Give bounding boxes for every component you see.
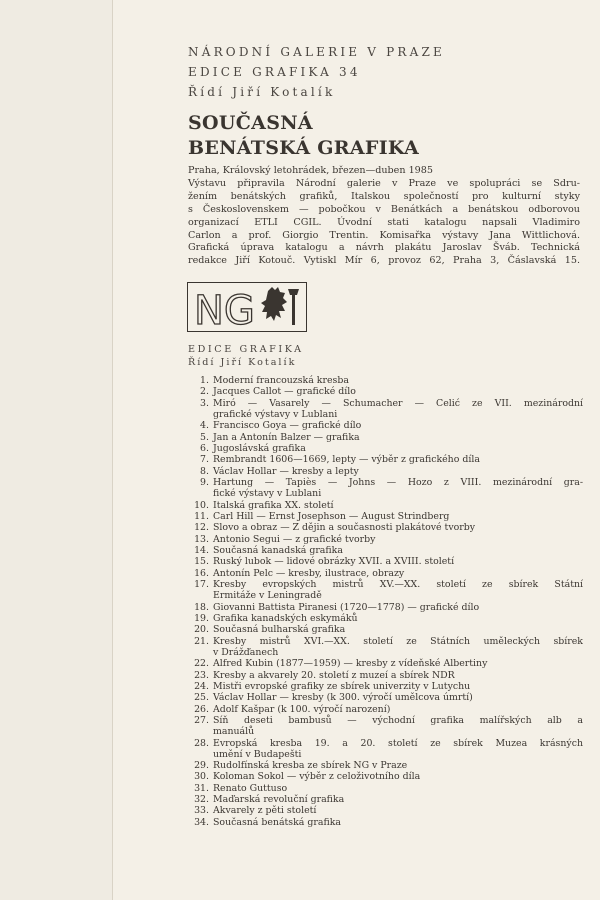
list-item-number: 14. [194, 544, 209, 556]
list-item-text: Jacques Callot — grafické dílo [213, 386, 356, 398]
list-item-text: Rudolfínská kresba ze sbírek NG v Praze [213, 760, 408, 772]
list-item-number: 11. [194, 510, 209, 522]
list-item-text: Miró — Vasarely — Schumacher — Celić ze VII. mezinárodní [213, 397, 583, 409]
list-item [193, 375, 583, 386]
list-item [193, 398, 583, 421]
list-item [193, 817, 583, 828]
colophon-line: organizací ETLI CGIL. Úvodní stati katalogu napsali Vladimiro [188, 216, 580, 228]
list-item-text: Antonín Pelc — kresby, ilustrace, obrazy [213, 567, 405, 579]
list-item [193, 500, 583, 511]
list-item-text: manuálů [213, 726, 255, 738]
list-item-number: 34. [194, 816, 209, 828]
list-item-text: Maďarská revoluční grafika [213, 794, 345, 806]
list-item-text: Moderní francouzská kresba [213, 375, 349, 386]
list-item-number: 2. [200, 386, 209, 398]
colophon-line: redakce Jiří Kotouč. Vytiskl Mír 6, provoz 62, Praha 3, Čáslavská 15. [188, 255, 580, 267]
list-item-text: Kresby evropských mistrů XV.—XX. století ze sbírek Státní [213, 578, 583, 590]
list-item [193, 624, 583, 635]
list-item-text: Akvarely z pěti století [213, 805, 317, 817]
list-item-text: Hartung — Tapiès — Johns — Hozo z VIII. mezinárodní gra- [213, 476, 583, 488]
list-item-text: Kresby a akvarely 20. století z muzeí a sbírek NDR [213, 669, 455, 681]
list-item-text: Giovanni Battista Piranesi (1720—1778) — grafické dílo [213, 601, 480, 613]
list-item-number: 28. [194, 737, 209, 749]
list-item-number: 32. [194, 794, 209, 806]
list-item [193, 715, 583, 738]
list-item-text: Renato Guttuso [213, 782, 288, 794]
list-item-number: 13. [194, 533, 209, 545]
list-item [193, 658, 583, 669]
list-item [193, 636, 583, 659]
list-item-text: fické výstavy v Lublani [213, 488, 322, 500]
list-item-text: Václav Hollar — kresby (k 300. výročí umělcova úmrtí) [213, 692, 473, 704]
list-item-number: 20. [194, 624, 209, 636]
colophon-line: Praha, Královský letohrádek, březen—duben 1985 [188, 165, 433, 176]
list-item [193, 794, 583, 805]
list-item [193, 386, 583, 397]
list-item-number: 26. [194, 703, 209, 715]
title-line-2: BENÁTSKÁ GRAFIKA [188, 137, 419, 159]
series-title: EDICE GRAFIKA [188, 344, 304, 355]
colophon [188, 165, 580, 268]
list-item-number: 25. [194, 692, 209, 704]
list-item-number: 16. [194, 567, 209, 579]
list-item-number: 23. [194, 669, 209, 681]
list-item-number: 31. [194, 782, 209, 794]
series-list-editor: Řídí Jiří Kotalík [188, 357, 297, 368]
colophon-line: Carlon a prof. Giorgio Trentin. Komisařka výstavy Jana Wittlichová. [188, 229, 580, 241]
publisher: NÁRODNÍ GALERIE V PRAZE [188, 45, 445, 59]
list-item-text: Ermitáže v Leningradě [213, 590, 322, 602]
list-item-text: Francisco Goya — grafické dílo [213, 420, 362, 432]
list-item-text: Kresby mistrů XVI.—XX. století ze Státních uměleckých sbírek [213, 635, 583, 647]
list-item-number: 5. [200, 431, 209, 443]
list-item-text: umění v Budapešti [213, 748, 302, 760]
ng-logo [187, 282, 307, 332]
list-item [193, 602, 583, 613]
list-item-number: 1. [200, 375, 209, 386]
list-item [193, 704, 583, 715]
list-item-number: 12. [194, 522, 209, 534]
page-title [188, 111, 419, 161]
list-item [193, 760, 583, 771]
list-item-text: Slovo a obraz — Z dějin a současnosti plakátové tvorby [213, 522, 476, 534]
list-item-number: 27. [194, 714, 209, 726]
list-item [193, 534, 583, 545]
series-list [193, 375, 583, 828]
colophon-line: s Československem — pobočkou v Benátkách a benátskou odborovou [188, 203, 580, 215]
series-editor: Řídí Jiří Kotalík [188, 85, 336, 99]
list-item-number: 29. [194, 760, 209, 772]
list-item-text: Antonio Segui — z grafické tvorby [213, 533, 376, 545]
list-item [193, 477, 583, 500]
list-item-number: 30. [194, 771, 209, 783]
list-item-number: 17. [194, 578, 209, 590]
list-item-number: 22. [194, 658, 209, 670]
list-item-text: Václav Hollar — kresby a lepty [213, 465, 359, 477]
list-item-text: Současná kanadská grafika [213, 544, 343, 556]
list-item-number: 8. [200, 465, 209, 477]
list-item [193, 805, 583, 816]
list-item-number: 15. [194, 556, 209, 568]
list-item-text: Alfred Kubin (1877—1959) — kresby z vídeňské Albertiny [213, 658, 488, 670]
list-item-text: Adolf Kašpar (k 100. výročí narození) [213, 703, 391, 715]
list-item [193, 783, 583, 794]
list-item-text: v Drážďanech [213, 646, 279, 658]
list-item [193, 443, 583, 454]
list-item-number: 19. [194, 612, 209, 624]
list-item-number: 9. [200, 476, 209, 488]
list-item-text: Carl Hill — Ernst Josephson — August Strindberg [213, 510, 450, 522]
list-item [193, 432, 583, 443]
list-item [193, 522, 583, 533]
list-item-text: Evropská kresba 19. a 20. století ze sbírek Muzea krásných [213, 737, 583, 749]
list-item-number: 18. [194, 601, 209, 613]
list-item-number: 7. [200, 454, 209, 466]
list-item [193, 511, 583, 522]
colophon-line: Výstavu připravila Národní galerie v Praze ve spolupráci se Sdru- [188, 177, 580, 189]
list-item [193, 545, 583, 556]
page-fold [0, 0, 113, 900]
list-item-number: 21. [194, 635, 209, 647]
list-item [193, 771, 583, 782]
list-item [193, 681, 583, 692]
list-item [193, 556, 583, 567]
list-item-text: Síň deseti bambusů — východní grafika malířských alb a [213, 714, 583, 726]
list-item-text: Koloman Sokol — výběr z celoživotního díla [213, 771, 421, 783]
list-item [193, 466, 583, 477]
list-item-text: Italská grafika XX. století [213, 499, 334, 511]
list-item-text: Mistři evropské grafiky ze sbírek univerzity v Lutychu [213, 680, 471, 692]
list-item-text: Rembrandt 1606—1669, lepty — výběr z grafického díla [213, 454, 480, 466]
list-item [193, 613, 583, 624]
list-item-number: 10. [194, 499, 209, 511]
colophon-line: Grafická úprava katalogu a návrh plakátu Jaroslav Šváb. Technická [188, 242, 580, 254]
list-item-text: Současná bulharská grafika [213, 624, 346, 636]
series-number: EDICE GRAFIKA 34 [188, 65, 361, 79]
list-item [193, 420, 583, 431]
lion-icon [261, 287, 299, 325]
colophon-line: žením benátských grafiků, Italskou společností pro kulturní styky [188, 190, 580, 202]
list-item [193, 568, 583, 579]
list-item [193, 670, 583, 681]
list-item-number: 33. [194, 805, 209, 817]
list-item-number: 6. [200, 442, 209, 454]
list-item-number: 24. [194, 680, 209, 692]
list-item [193, 738, 583, 761]
list-item-text: Ruský lubok — lidové obrázky XVII. a XVIII. století [213, 556, 455, 568]
list-item-text: Grafika kanadských eskymáků [213, 612, 358, 624]
list-item-text: Jugoslávská grafika [213, 442, 306, 454]
list-item [193, 692, 583, 703]
svg-text:NG: NG [194, 288, 255, 331]
list-item [193, 454, 583, 465]
list-item-number: 4. [200, 420, 209, 432]
list-item-text: grafické výstavy v Lublani [213, 408, 338, 420]
list-item [193, 579, 583, 602]
list-item-number: 3. [200, 397, 209, 409]
list-item-text: Současná benátská grafika [213, 816, 341, 828]
list-item-text: Jan a Antonín Balzer — grafika [213, 431, 360, 443]
title-line-1: SOUČASNÁ [188, 112, 313, 134]
